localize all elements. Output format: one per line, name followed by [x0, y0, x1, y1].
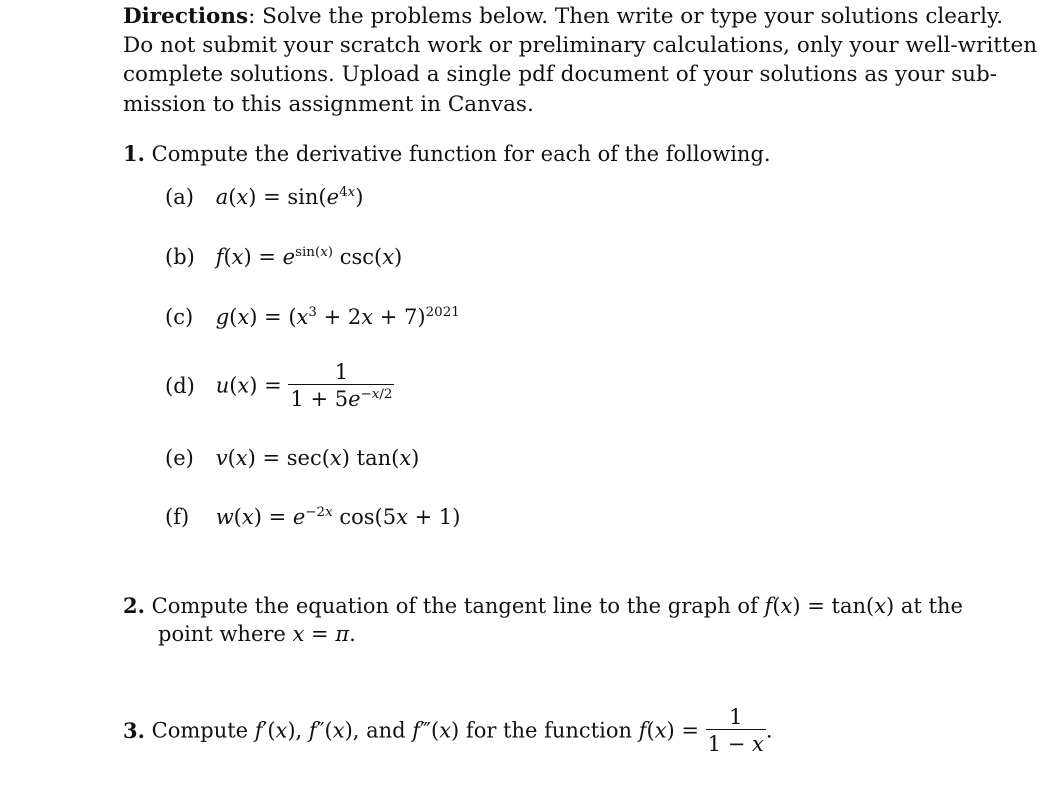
- problem-1-number: 1.: [123, 141, 145, 166]
- expression-f: $w(x) = e^{-2x}$ cos(5x + 1): [215, 504, 461, 529]
- problem-1f: [165, 505, 460, 529]
- problem-2-function: f(x) = tan(x) at the: [764, 594, 963, 618]
- expression-c: $g(x) = (x^3 + 2x + 7)^{2021}$: [215, 304, 460, 329]
- problem-2-text: Compute the equation of the tangent line to the graph of: [151, 594, 758, 618]
- expression-d-lhs: u(x) =: [215, 373, 289, 398]
- part-label-f: (f): [165, 505, 190, 529]
- problem-3-fraction: $\frac{1}{1 - x}$: [707, 705, 764, 756]
- problem-1d: [165, 360, 394, 411]
- part-label-b: (b): [165, 245, 195, 269]
- part-label-e: (e): [165, 446, 194, 470]
- problem-3-text: Compute f′(x), f″(x), and f‴(x) for the function f(x) =: [151, 718, 706, 743]
- directions-line-3: complete solutions. Upload a single pdf document of your solutions as your sub-: [123, 62, 998, 87]
- problem-1a: [165, 185, 363, 209]
- directions-label: Directions: [123, 4, 249, 29]
- problem-1b: [165, 245, 402, 269]
- directions-line-2: Do not submit your scratch work or preliminary calculations, only your well-written: [123, 33, 1038, 58]
- expression-e: v(x) = sec(x) tan(x): [215, 446, 420, 470]
- directions-line-4: mission to this assignment in Canvas.: [123, 92, 534, 117]
- expression-b: $f(x) = e^{sin(x)}$ csc(x): [215, 244, 403, 269]
- problem-2-text-2: point where: [158, 622, 286, 646]
- expression-d-fraction: $\frac{1}{1 + 5e^{-x/2}}$: [290, 360, 393, 411]
- expression-a: $a(x) = \sin(e^{4x})$: [215, 184, 364, 209]
- problem-2-number: 2.: [123, 593, 145, 618]
- problem-3-number: 3.: [123, 718, 145, 743]
- problem-3: 3. Compute f′(x), f″(x), and f‴(x) for the function f(x) = $\frac{1}{1 - x}$ .: [123, 705, 773, 756]
- directions-line-1: Directions: Solve the problems below. Then write or type your solutions clearly.: [123, 4, 1004, 29]
- problem-1e: [165, 446, 419, 470]
- problem-2-line-2: [158, 622, 356, 646]
- problem-2-point: x = π.: [292, 622, 356, 646]
- problem-2-line-1: [123, 593, 963, 618]
- part-label-c: (c): [165, 305, 194, 329]
- part-label-d: (d): [165, 373, 195, 398]
- problem-1c: [165, 305, 460, 329]
- part-label-a: (a): [165, 185, 194, 209]
- problem-1-text: Compute the derivative function for each of the following.: [151, 142, 771, 166]
- problem-1-heading: [123, 141, 771, 166]
